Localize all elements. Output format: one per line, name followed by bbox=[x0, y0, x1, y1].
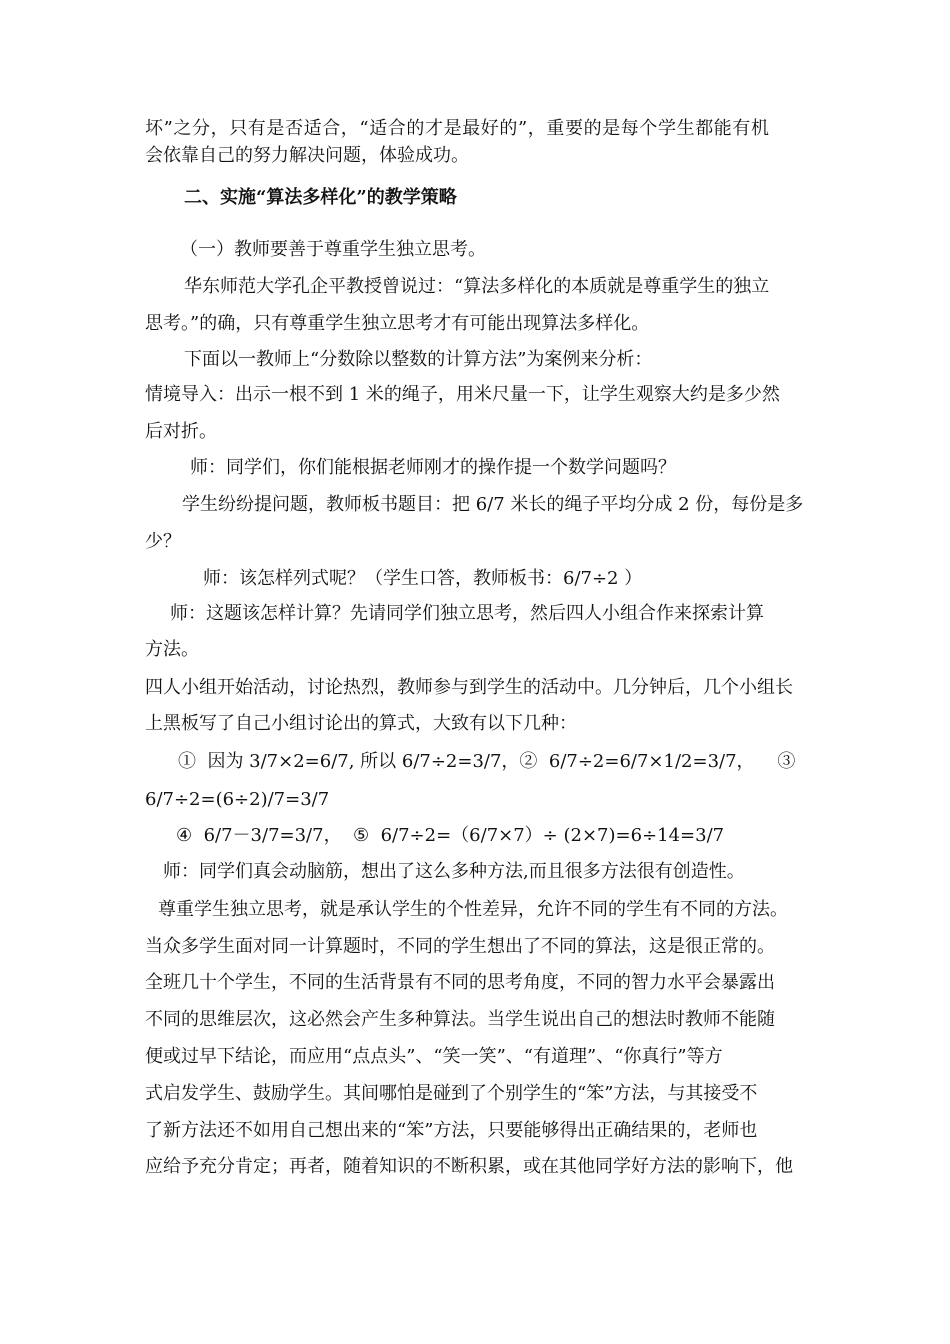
text-line: 便或过早下结论，而应用“点点头”、“笑一笑”、“有道理”、“你真行”等方 bbox=[145, 1046, 723, 1067]
text-line: 师：同学们，你们能根据老师刚才的操作提一个数学问题吗？ bbox=[190, 457, 676, 478]
text-line: 不同的思维层次，这必然会产生多种算法。当学生说出自己的想法时教师不能随 bbox=[145, 1009, 775, 1030]
text-line: 了新方法还不如用自己想出来的“笨”方法，只要能够得出正确结果的，老师也 bbox=[145, 1120, 758, 1141]
text-line: 学生纷纷提问题，教师板书题目：把 6/7 米长的绳子平均分成 2 份，每份是多 bbox=[182, 494, 804, 515]
text-line: 师：同学们真会动脑筋，想出了这么多种方法,而且很多方法很有创造性。 bbox=[163, 861, 745, 882]
text-line: 思考。”的确，只有尊重学生独立思考才有可能出现算法多样化。 bbox=[145, 313, 650, 334]
text-line: 会依靠自己的努力解决问题，体验成功。 bbox=[145, 145, 469, 166]
section-heading: 二、实施“算法多样化”的教学策略 bbox=[184, 187, 457, 208]
formula-line: ① 因为 3/7×2=6/7, 所以 6/7÷2=3/7，② 6/7÷2=6/7×1/2=3/7， ③ bbox=[178, 751, 796, 772]
text-line: 全班几十个学生，不同的生活背景有不同的思考角度，不同的智力水平会暴露出 bbox=[145, 972, 775, 993]
text-line: 华东师范大学孔企平教授曾说过：“算法多样化的本质就是尊重学生的独立 bbox=[184, 276, 770, 297]
text-line: 师：这题该怎样计算？先请同学们独立思考，然后四人小组合作来探索计算 bbox=[170, 603, 764, 624]
text-line: 后对折。 bbox=[145, 421, 217, 442]
text-line: 式启发学生、鼓励学生。其间哪怕是碰到了个别学生的“笨”方法，与其接受不 bbox=[145, 1083, 758, 1104]
text-line: 上黑板写了自己小组讨论出的算式，大致有以下几种： bbox=[145, 713, 577, 734]
subsection-heading: （一）教师要善于尊重学生独立思考。 bbox=[180, 239, 486, 260]
formula-line: 6/7÷2=(6÷2)/7=3/7 bbox=[145, 789, 330, 810]
text-line: 方法。 bbox=[145, 639, 199, 660]
text-line: 应给予充分肯定；再者，随着知识的不断积累，或在其他同学好方法的影响下，他 bbox=[145, 1156, 793, 1177]
formula-line: ④ 6/7－3/7=3/7， ⑤ 6/7÷2=（6/7×7）÷ (2×7)=6÷14=3/7 bbox=[176, 825, 725, 846]
text-line: 坏”之分，只有是否适合，“适合的才是最好的”，重要的是每个学生都能有机 bbox=[145, 118, 770, 139]
text-line: 下面以一教师上“分数除以整数的计算方法”为案例来分析： bbox=[184, 349, 653, 370]
text-line: 尊重学生独立思考，就是承认学生的个性差异，允许不同的学生有不同的方法。 bbox=[158, 899, 788, 920]
text-line: 情境导入：出示一根不到 1 米的绳子，用米尺量一下，让学生观察大约是多少然 bbox=[145, 384, 780, 405]
text-line: 四人小组开始活动，讨论热烈，教师参与到学生的活动中。几分钟后，几个小组长 bbox=[145, 677, 793, 698]
text-line: 师：该怎样列式呢？（学生口答，教师板书：6/7÷2 ） bbox=[203, 568, 643, 589]
text-line: 当众多学生面对同一计算题时，不同的学生想出了不同的算法，这是很正常的。 bbox=[145, 936, 775, 957]
text-line: 少？ bbox=[145, 531, 181, 552]
